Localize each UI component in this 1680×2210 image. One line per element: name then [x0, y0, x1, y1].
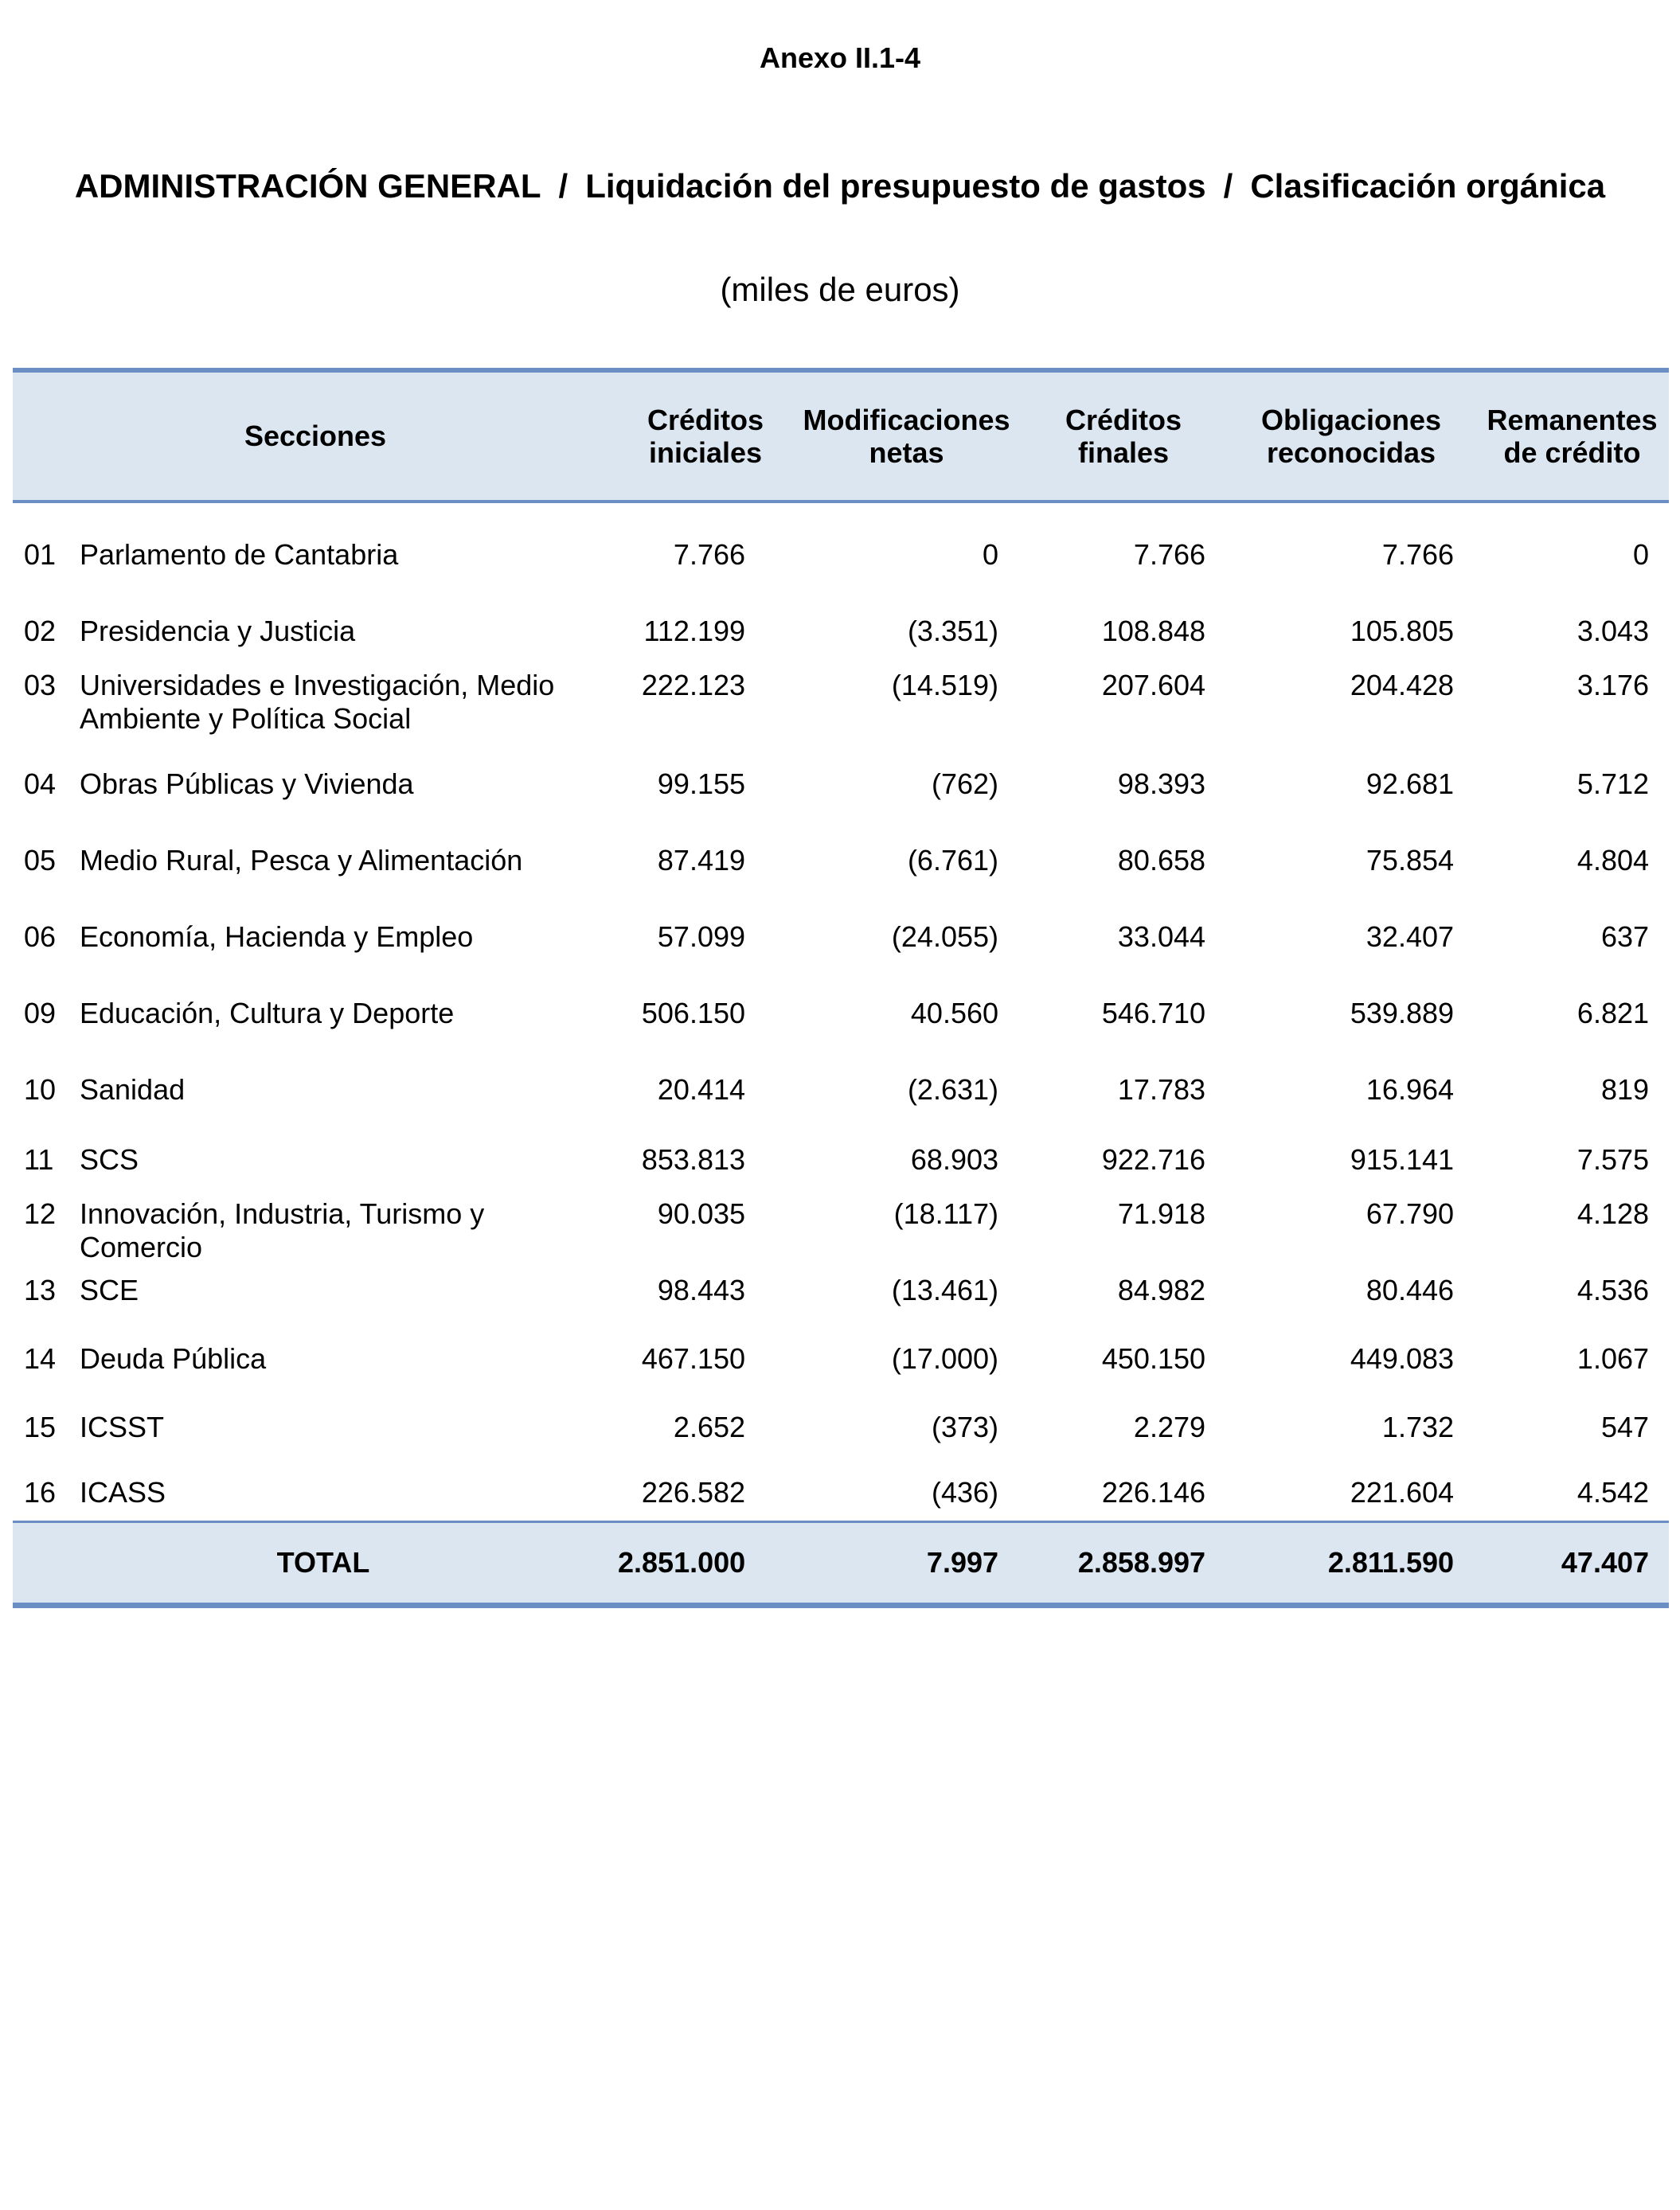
creditos-finales-cell: 17.783: [1117, 1073, 1206, 1106]
section-code: 04: [24, 767, 57, 800]
section-name: Educación, Cultura y Deporte: [80, 997, 455, 1029]
section-code: 05: [24, 844, 57, 877]
remanentes-credito-cell: 1.067: [1576, 1342, 1650, 1375]
remanentes-credito-cell: 3.043: [1576, 615, 1650, 647]
obligaciones-reconocidas-cell: 449.083: [1350, 1342, 1455, 1375]
creditos-finales-cell: 546.710: [1101, 997, 1206, 1029]
remanentes-credito-cell: 819: [1600, 1073, 1650, 1106]
total-creditos-finales: 2.858.997: [1020, 1522, 1227, 1606]
remanentes-credito-cell: 4.128: [1576, 1197, 1650, 1230]
table-header-row: [13, 370, 1669, 502]
creditos-iniciales-cell: 222.123: [641, 669, 746, 701]
budget-table: [13, 368, 1669, 1608]
remanentes-credito-cell: 6.821: [1576, 997, 1650, 1029]
total-label: TOTAL: [13, 1522, 618, 1606]
header-creditos-iniciales: Créditos iniciales: [618, 370, 793, 502]
remanentes-credito-cell: 7.575: [1576, 1143, 1650, 1176]
section-code: 14: [24, 1342, 57, 1375]
section-name: [68, 669, 618, 767]
remanentes-credito-cell: 3.176: [1576, 669, 1650, 701]
modificaciones-netas-cell: (6.761): [907, 844, 999, 877]
creditos-iniciales-cell: 99.155: [657, 767, 746, 800]
table-row: [13, 615, 1669, 669]
modificaciones-netas-cell: (2.631): [907, 1073, 999, 1106]
table-row: [13, 1342, 1669, 1411]
creditos-iniciales-cell: 90.035: [657, 1197, 746, 1230]
creditos-finales-cell: 84.982: [1117, 1274, 1206, 1306]
creditos-finales-cell: 7.766: [1133, 538, 1206, 571]
creditos-iniciales-cell: 2.652: [673, 1411, 746, 1443]
title-separator-1: /: [558, 167, 568, 205]
title-part-3: Clasificación orgánica: [1250, 167, 1606, 205]
creditos-iniciales-cell: 112.199: [643, 615, 746, 647]
creditos-iniciales-cell: 20.414: [657, 1073, 746, 1106]
table-row: [13, 1476, 1669, 1522]
title-part-1: ADMINISTRACIÓN GENERAL: [74, 167, 541, 205]
creditos-finales-cell: 2.279: [1133, 1411, 1206, 1443]
header-secciones: Secciones: [13, 370, 618, 502]
total-remanentes-credito: 47.407: [1475, 1522, 1669, 1606]
units-subtitle: (miles de euros): [720, 271, 960, 308]
creditos-iniciales-cell: 506.150: [641, 997, 746, 1029]
modificaciones-netas-cell: (18.117): [893, 1197, 999, 1230]
header-modificaciones-netas: Modificaciones netas: [793, 370, 1020, 502]
creditos-finales-cell: 207.604: [1101, 669, 1206, 701]
modificaciones-netas-cell: (17.000): [891, 1342, 999, 1375]
obligaciones-reconocidas-cell: 67.790: [1365, 1197, 1455, 1230]
creditos-finales-cell: 33.044: [1117, 920, 1206, 953]
creditos-finales-cell: 71.918: [1117, 1197, 1206, 1230]
total-modificaciones-netas: 7.997: [793, 1522, 1020, 1606]
section-name: Economía, Hacienda y Empleo: [80, 920, 474, 953]
creditos-finales-cell: 108.848: [1101, 615, 1206, 647]
remanentes-credito-cell: 4.536: [1576, 1274, 1650, 1306]
section-code: 12: [24, 1197, 57, 1230]
creditos-iniciales-cell: 467.150: [641, 1342, 746, 1375]
table-row: [13, 1197, 1669, 1274]
creditos-finales-cell: 450.150: [1101, 1342, 1206, 1375]
section-code: 11: [24, 1143, 54, 1176]
section-name-line-2: Comercio: [80, 1231, 203, 1263]
section-name: Deuda Pública: [80, 1342, 267, 1375]
obligaciones-reconocidas-cell: 221.604: [1350, 1476, 1455, 1509]
obligaciones-reconocidas-cell: 80.446: [1365, 1274, 1455, 1306]
obligaciones-reconocidas-cell: 204.428: [1350, 669, 1455, 701]
section-code: 03: [24, 669, 57, 701]
section-name: ICASS: [80, 1476, 166, 1509]
modificaciones-netas-cell: 40.560: [910, 997, 999, 1029]
table-row: [13, 844, 1669, 920]
creditos-iniciales-cell: 7.766: [673, 538, 746, 571]
creditos-finales-cell: 922.716: [1101, 1143, 1206, 1176]
obligaciones-reconocidas-cell: 32.407: [1365, 920, 1455, 953]
creditos-iniciales-cell: 853.813: [641, 1143, 746, 1176]
section-name-line-2: Ambiente y Política Social: [80, 702, 412, 735]
section-name-line-1: Innovación, Industria, Turismo y: [80, 1197, 485, 1230]
remanentes-credito-cell: 547: [1600, 1411, 1650, 1443]
section-name: Obras Públicas y Vivienda: [80, 767, 414, 800]
section-name: ICSST: [80, 1411, 165, 1443]
table-row: [13, 767, 1669, 844]
section-code: 16: [24, 1476, 57, 1509]
section-name: [68, 1197, 618, 1274]
obligaciones-reconocidas-cell: 1.732: [1381, 1411, 1455, 1443]
remanentes-credito-cell: 0: [1632, 538, 1650, 571]
section-name: SCS: [80, 1143, 139, 1176]
remanentes-credito-cell: 4.542: [1576, 1476, 1650, 1509]
modificaciones-netas-cell: (373): [931, 1411, 999, 1443]
title-part-2: Liquidación del presupuesto de gastos: [585, 167, 1206, 205]
creditos-iniciales-cell: 98.443: [657, 1274, 746, 1306]
table-row: [13, 1143, 1669, 1197]
remanentes-credito-cell: 4.804: [1576, 844, 1650, 877]
section-code: 13: [24, 1274, 57, 1306]
table-row: [13, 502, 1669, 615]
modificaciones-netas-cell: (762): [931, 767, 999, 800]
section-code: 02: [24, 615, 57, 647]
page-title: [0, 167, 1680, 205]
modificaciones-netas-cell: (14.519): [891, 669, 999, 701]
obligaciones-reconocidas-cell: 105.805: [1350, 615, 1455, 647]
table-row: [13, 669, 1669, 767]
header-obligaciones-reconocidas: Obligaciones reconocidas: [1227, 370, 1475, 502]
title-separator-2: /: [1223, 167, 1233, 205]
obligaciones-reconocidas-cell: 16.964: [1365, 1073, 1455, 1106]
modificaciones-netas-cell: (13.461): [891, 1274, 999, 1306]
creditos-iniciales-cell: 226.582: [641, 1476, 746, 1509]
table-row: [13, 1411, 1669, 1476]
table-row: [13, 920, 1669, 997]
modificaciones-netas-cell: 0: [982, 538, 999, 571]
header-remanentes-credito: Remanentes de crédito: [1475, 370, 1669, 502]
creditos-finales-cell: 98.393: [1117, 767, 1206, 800]
table-row: [13, 997, 1669, 1073]
obligaciones-reconocidas-cell: 915.141: [1350, 1143, 1455, 1176]
creditos-iniciales-cell: 87.419: [657, 844, 746, 877]
section-code: 10: [24, 1073, 57, 1106]
section-name-line-1: Universidades e Investigación, Medio: [80, 669, 555, 701]
modificaciones-netas-cell: (24.055): [891, 920, 999, 953]
annex-label: Anexo II.1-4: [759, 41, 921, 74]
section-code: 01: [24, 538, 57, 571]
creditos-iniciales-cell: 57.099: [657, 920, 746, 953]
section-name: SCE: [80, 1274, 139, 1306]
obligaciones-reconocidas-cell: 75.854: [1365, 844, 1455, 877]
obligaciones-reconocidas-cell: 7.766: [1381, 538, 1455, 571]
section-code: 15: [24, 1411, 57, 1443]
modificaciones-netas-cell: (436): [931, 1476, 999, 1509]
total-obligaciones-reconocidas: 2.811.590: [1227, 1522, 1475, 1606]
section-name: Sanidad: [80, 1073, 186, 1106]
section-name: Medio Rural, Pesca y Alimentación: [80, 844, 523, 877]
remanentes-credito-cell: 637: [1600, 920, 1650, 953]
header-creditos-finales: Créditos finales: [1020, 370, 1227, 502]
creditos-finales-cell: 80.658: [1117, 844, 1206, 877]
obligaciones-reconocidas-cell: 539.889: [1350, 997, 1455, 1029]
total-creditos-iniciales: 2.851.000: [618, 1522, 793, 1606]
creditos-finales-cell: 226.146: [1101, 1476, 1206, 1509]
obligaciones-reconocidas-cell: 92.681: [1365, 767, 1455, 800]
remanentes-credito-cell: 5.712: [1576, 767, 1650, 800]
section-name: Parlamento de Cantabria: [80, 538, 399, 571]
table-row: [13, 1073, 1669, 1143]
modificaciones-netas-cell: 68.903: [910, 1143, 999, 1176]
section-code: 06: [24, 920, 57, 953]
section-name: Presidencia y Justicia: [80, 615, 356, 647]
table-row: [13, 1274, 1669, 1342]
modificaciones-netas-cell: (3.351): [907, 615, 999, 647]
section-code: 09: [24, 997, 57, 1029]
total-row: [13, 1522, 1669, 1606]
